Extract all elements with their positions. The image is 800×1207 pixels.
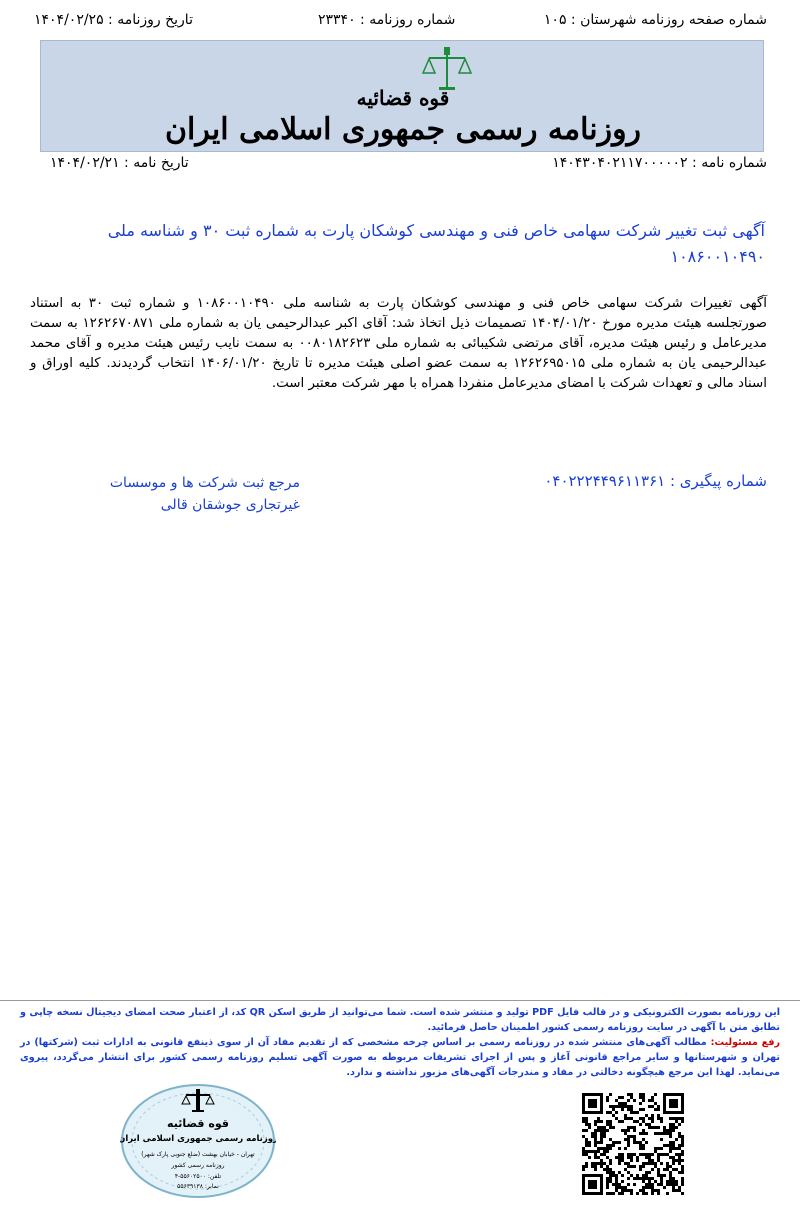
tracking-number: شماره پیگیری : ۰۴۰۲۲۲۴۴۹۶۱۱۳۶۱ xyxy=(544,472,767,490)
notice-body: آگهی تغییرات شرکت سهامی خاص فنی و مهندسی کوشکان پارت به شناسه ملی ۱۰۸۶۰۰۱۰۴۹۰ و شماره ثبت ۳۰ به استناد صورتجلسه هیئت مدیره مورخ ۱۴۰۴/۰۱/۲۰ تصمیمات ذیل اتخاذ شد: آقای اکبر عبدالرحیمی یان به شماره ملی ۱۲۶۲۶۷۰۸۷۱ به سمت مدیرعامل و رئیس هیئت مدیره، آقای مرتضی شکیبائی به شماره ملی ۰۰۸۰۱۸۲۶۲۳ به سمت نایب رئیس هیئت مدیره و آقای محمد عبدالرحیمی یان به شماره ملی ۱۲۶۲۶۹۵۰۱۵ به سمت عضو اصلی هیئت مدیره تا تاریخ ۱۴۰۶/۰۱/۲۰ انتخاب گردیدند. کلیه اوراق و اسناد مالی و تعهدات شرکت با امضای مدیرعامل منفردا همراه با مهر شرکت معتبر است. xyxy=(30,296,767,391)
notice-title: آگهی ثبت تغییر شرکت سهامی خاص فنی و مهندسی کوشکان پارت به شماره ثبت ۳۰ و شناسه ملی ۱۰۸۶۰۰۱۰۴۹۰ xyxy=(107,221,765,266)
issuer-line-1: مرجع ثبت شرکت ها و موسسات xyxy=(109,475,300,491)
seal-graphic xyxy=(120,1083,276,1199)
footer-para-1: این روزنامه بصورت الکترونیکی و در قالب فایل PDF تولید و منتشر شده است. شما می‌توانید از طریق اسکن QR کد، از اعتبار صحت امضای دیجیتال نسخه چاپی و تطابق متن با آگهی در سایت روزنامه رسمی کشور اطمینان حاصل فرمائید. xyxy=(20,1007,780,1033)
issuer-line-2: غیرتجاری جوشقان قالی xyxy=(160,497,300,513)
seal-sub: روزنامه رسمی کشور xyxy=(171,1162,225,1169)
seal-phone: تلفن: ۵۵۶۰۲۵۰۰-۴ xyxy=(174,1173,222,1180)
banner-graphic xyxy=(41,41,763,151)
footer-para-2 xyxy=(20,1035,780,1080)
official-seal xyxy=(120,1083,276,1199)
gazette-number: شماره روزنامه : ۲۳۳۴۰ xyxy=(318,12,456,28)
gazette-date: تاریخ روزنامه : ۱۴۰۴/۰۲/۲۵ xyxy=(34,12,193,28)
footer-notice xyxy=(20,1005,780,1080)
banner-line1: قوه قضائیه xyxy=(356,86,450,110)
letter-number: شماره نامه : ۱۴۰۴۳۰۴۰۲۱۱۷۰۰۰۰۰۲ xyxy=(552,155,767,171)
seal-fax: نمابر: ۵۵۶۳۹۱۳۸ xyxy=(177,1183,219,1190)
seal-address: تهران - خیابان بهشت (ضلع جنوبی پارک شهر) xyxy=(141,1151,255,1158)
banner-line2: روزنامه رسمی جمهوری اسلامی ایران xyxy=(164,112,642,147)
gazette-banner xyxy=(40,40,764,152)
footer-divider xyxy=(0,1000,800,1001)
seal-line-1: قوه قضائیه xyxy=(167,1117,229,1130)
judiciary-emblem-icon xyxy=(423,47,471,90)
page-number: شماره صفحه روزنامه شهرستان : ۱۰۵ xyxy=(543,12,767,28)
disclaimer-label: رفع مسئولیت: xyxy=(710,1037,780,1048)
letter-date: تاریخ نامه : ۱۴۰۴/۰۲/۲۱ xyxy=(50,155,189,171)
verification-qr-code[interactable] xyxy=(582,1093,684,1195)
qr-code-icon xyxy=(582,1093,684,1195)
issuing-authority xyxy=(40,472,300,516)
disclaimer-text: مطالب آگهی‌های منتشر شده در روزنامه رسمی بر اساس چرخه مشخصی که از تقدیم مفاد آن از سوی ذینفع قانونی به ادارات ثبت (شرکتها) در تهران و شهرستانها و سایر مراجع قانونی آغاز و پس از اجرای تشریفات مربوطه به صورت آگهی تسلیم روزنامه رسمی کشور برای انتشار می‌گردد، پیروی می‌نماید. لهذا این مرجع هیچگونه دخالتی در مفاد و مندرجات آگهی‌های مزبور نداشته و ندارد. xyxy=(20,1037,780,1078)
seal-line-2: روزنامه رسمی جمهوری اسلامی ایران xyxy=(120,1134,276,1144)
